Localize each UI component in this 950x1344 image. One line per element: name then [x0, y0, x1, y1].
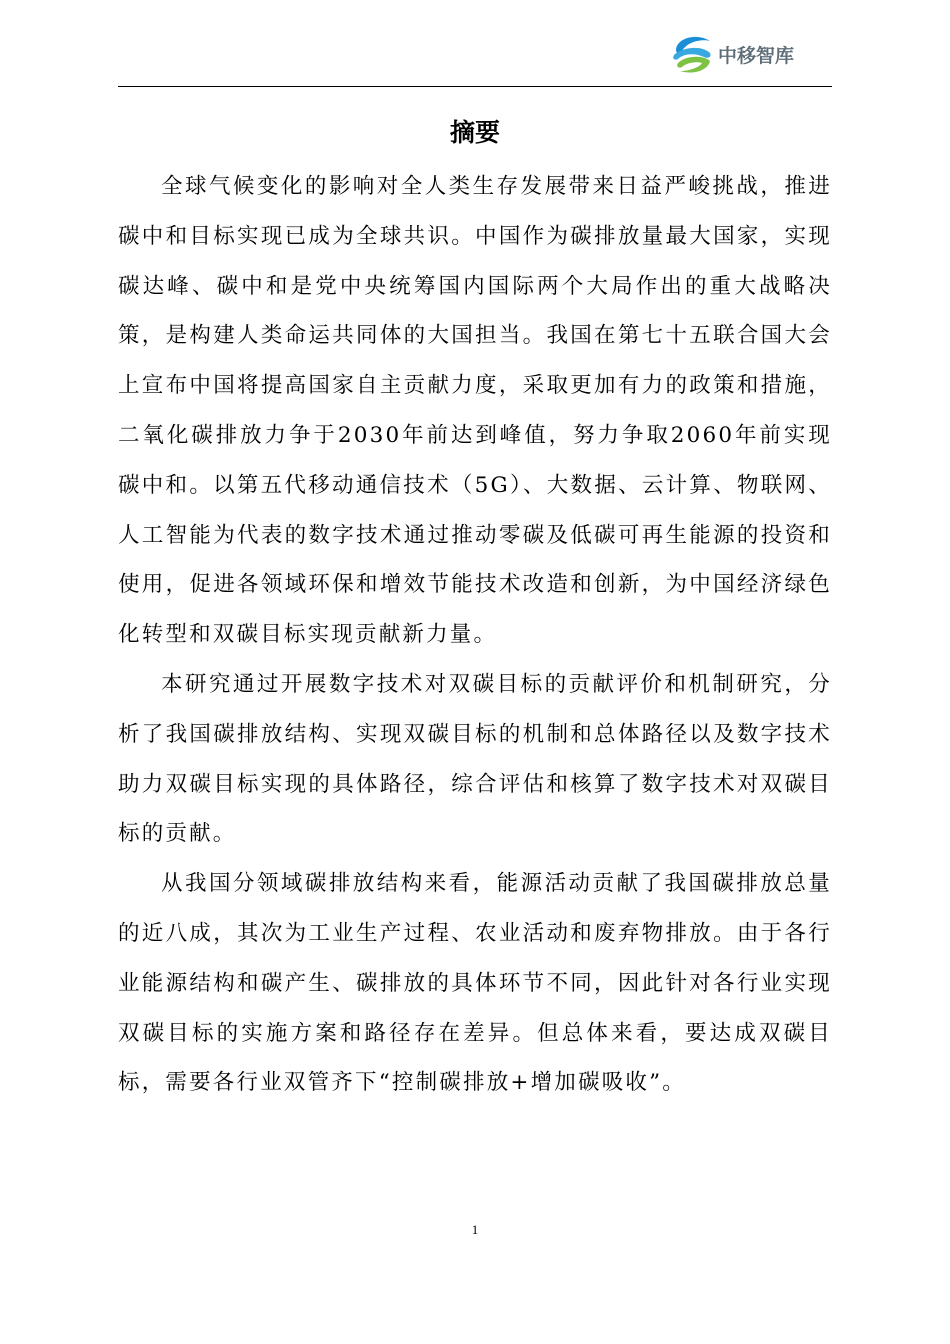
- page-header: [118, 28, 832, 86]
- china-mobile-logo-icon: [668, 31, 716, 77]
- header-divider: [118, 86, 832, 87]
- page-title: 摘要: [449, 118, 500, 147]
- logo-text: 中移智库: [718, 44, 795, 67]
- paragraph-2: 本研究通过开展数字技术对双碳目标的贡献评价和机制研究，分析了我国碳排放结构、实现双碳目标的机制和总体路径以及数字技术助力双碳目标实现的具体路径，综合评估和核算了数字技术对双碳目标的贡献。: [118, 671, 832, 847]
- paragraph-1: 全球气候变化的影响对全人类生存发展带来日益严峻挑战，推进碳中和目标实现已成为全球共识。中国作为碳排放量最大国家，实现碳达峰、碳中和是党中央统筹国内国际两个大局作出的重大战略决策，是构建人类命运共同体的大国担当。我国在第七十五联合国大会上宣布中国将提高国家自主贡献力度，采取更加有力的政策和措施，二氧化碳排放力争于2030年前达到峰值，努力争取2060年前实现碳中和。以第五代移动通信技术（5G）、大数据、云计算、物联网、人工智能为代表的数字技术通过推动零碳及低碳可再生能源的投资和使用，促进各领域环保和增效节能技术改造和创新，为中国经济绿色化转型和双碳目标实现贡献新力量。: [118, 174, 832, 648]
- abstract-body: [118, 162, 832, 1108]
- page-number: 1: [471, 1222, 479, 1237]
- paragraph-3: 从我国分领域碳排放结构来看，能源活动贡献了我国碳排放总量的近八成，其次为工业生产过程、农业活动和废弃物排放。由于各行业能源结构和碳产生、碳排放的具体环节不同，因此针对各行业实现双碳目标的实施方案和路径存在差异。但总体来看，要达成双碳目标，需要各行业双管齐下“控制碳排放+增加碳吸收”。: [118, 871, 832, 1096]
- logo: [668, 30, 818, 78]
